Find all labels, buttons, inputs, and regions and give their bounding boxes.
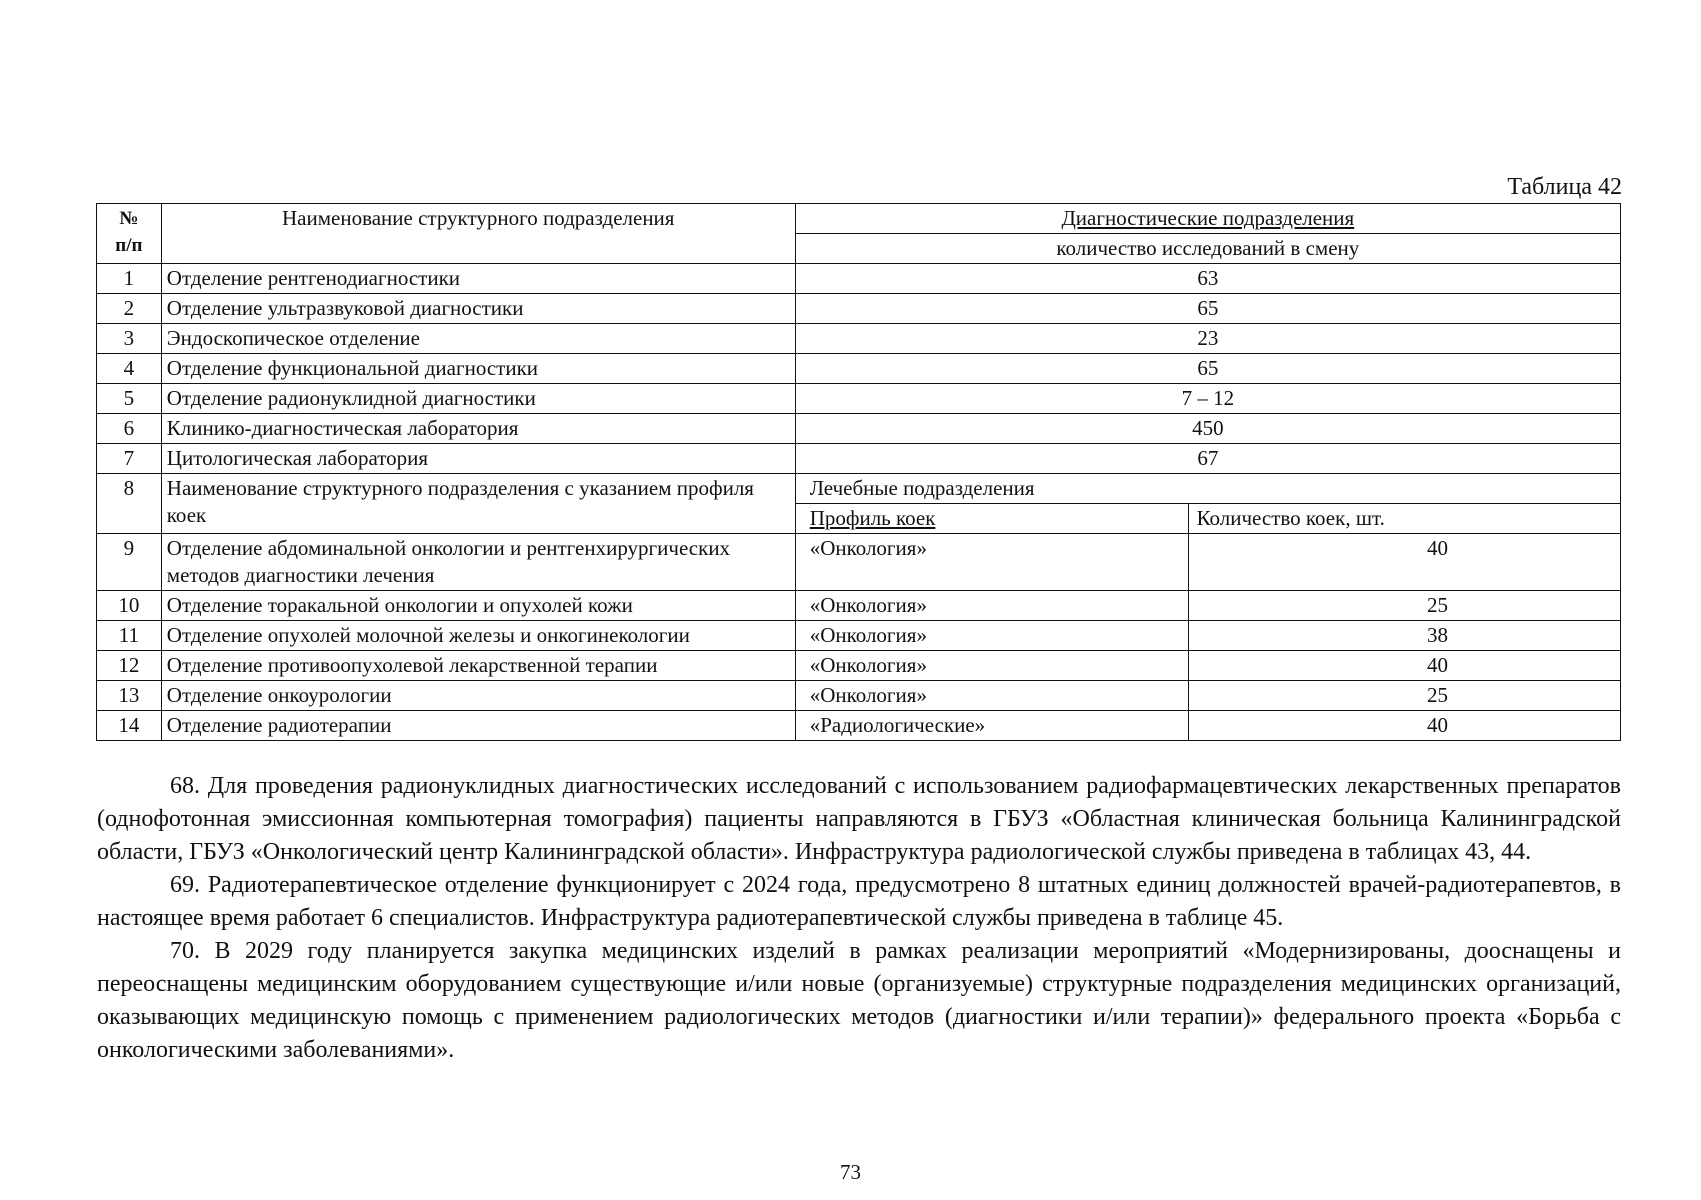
table-header-row xyxy=(97,204,1621,234)
row-num: 9 xyxy=(97,534,162,591)
row-profile: «Онкология» xyxy=(795,534,1188,591)
row-num: 13 xyxy=(97,681,162,711)
table-row xyxy=(97,534,1621,591)
paragraph-69: 69. Радиотерапевтическое отделение функционирует с 2024 года, предусмотрено 8 штатных единиц должностей врачей-радиотерапевтов, в настоящее время работает 6 специалистов. Инфраструктура радиотерапевтической службы приведена в таблице 45. xyxy=(97,872,1621,931)
table-row xyxy=(97,264,1621,294)
row-name: Отделение радионуклидной диагностики xyxy=(161,384,795,414)
table-row xyxy=(97,444,1621,474)
row-value: 65 xyxy=(795,354,1620,384)
diag-rows xyxy=(97,264,1621,474)
header-diag-subtitle: количество исследований в смену xyxy=(795,234,1620,264)
row-name: Отделение абдоминальной онкологии и рентгенхирургических методов диагностики лечения xyxy=(161,534,795,591)
row-value: 23 xyxy=(795,324,1620,354)
page-number: 73 xyxy=(840,1160,861,1184)
paragraph-68: 68. Для проведения радионуклидных диагностических исследований с использованием радиофармацевтических лекарственных препаратов (однофотонная эмиссионная компьютерная томография) пациенты направляются в ГБУЗ «Областная клиническая больница Калининградской области, ГБУЗ «Онкологический центр Калининградской области». Инфраструктура радиологической службы приведена в таблицах 43, 44. xyxy=(97,773,1621,865)
table-row xyxy=(97,651,1621,681)
row-name: Клинико-диагностическая лаборатория xyxy=(161,414,795,444)
row-num: 2 xyxy=(97,294,162,324)
row-value: 67 xyxy=(795,444,1620,474)
treat-header-num: 8 xyxy=(97,474,162,534)
row-num: 7 xyxy=(97,444,162,474)
table-row xyxy=(97,324,1621,354)
row-num: 4 xyxy=(97,354,162,384)
row-beds: 38 xyxy=(1188,621,1620,651)
treat-header-profile xyxy=(795,504,1188,534)
row-name: Отделение опухолей молочной железы и онкогинекологии xyxy=(161,621,795,651)
header-diag-title-text: Диагностические подразделения xyxy=(1061,206,1355,230)
row-name: Отделение онкоурологии xyxy=(161,681,795,711)
row-beds: 40 xyxy=(1188,651,1620,681)
table-row xyxy=(97,591,1621,621)
row-num: 6 xyxy=(97,414,162,444)
row-name: Эндоскопическое отделение xyxy=(161,324,795,354)
row-name: Отделение радиотерапии xyxy=(161,711,795,741)
radiology-table xyxy=(96,203,1621,741)
row-beds: 25 xyxy=(1188,681,1620,711)
row-value: 63 xyxy=(795,264,1620,294)
header-diag-title xyxy=(795,204,1620,234)
header-num-line1: № xyxy=(119,208,139,229)
row-num: 10 xyxy=(97,591,162,621)
treat-header-profile-text: Профиль коек xyxy=(809,506,936,530)
row-beds: 25 xyxy=(1188,591,1620,621)
row-name: Отделение ультразвуковой диагностики xyxy=(161,294,795,324)
table-row xyxy=(97,384,1621,414)
row-value: 450 xyxy=(795,414,1620,444)
row-num: 11 xyxy=(97,621,162,651)
table-row xyxy=(97,711,1621,741)
row-profile: «Онкология» xyxy=(795,681,1188,711)
row-profile: «Онкология» xyxy=(795,651,1188,681)
treat-header-name: Наименование структурного подразделения с указанием профиля коек xyxy=(161,474,795,534)
row-name: Отделение торакальной онкологии и опухолей кожи xyxy=(161,591,795,621)
table-row xyxy=(97,354,1621,384)
row-profile: «Радиологические» xyxy=(795,711,1188,741)
row-profile: «Онкология» xyxy=(795,621,1188,651)
row-name: Цитологическая лаборатория xyxy=(161,444,795,474)
paragraph-70: 70. В 2029 году планируется закупка медицинских изделий в рамках реализации мероприятий «Модернизированы, дооснащены и переоснащены медицинским оборудованием существующие и/или новые (организуемые) структурные подразделения медицинских организаций, оказывающих медицинскую помощь с применением радиологических методов (диагностики и/или терапии)» федерального проекта «Борьба с онкологическими заболеваниями». xyxy=(97,938,1621,1063)
row-beds: 40 xyxy=(1188,534,1620,591)
table-row xyxy=(97,681,1621,711)
row-value: 7 – 12 xyxy=(795,384,1620,414)
table-row xyxy=(97,414,1621,444)
row-num: 5 xyxy=(97,384,162,414)
treat-header-title: Лечебные подразделения xyxy=(795,474,1620,504)
table-caption: Таблица 42 xyxy=(1507,174,1622,200)
row-num: 14 xyxy=(97,711,162,741)
row-name: Отделение рентгенодиагностики xyxy=(161,264,795,294)
row-beds: 40 xyxy=(1188,711,1620,741)
treat-rows xyxy=(97,534,1621,741)
header-num-cell xyxy=(97,204,162,264)
row-name: Отделение функциональной диагностики xyxy=(161,354,795,384)
row-num: 3 xyxy=(97,324,162,354)
row-profile: «Онкология» xyxy=(795,591,1188,621)
treat-header-beds: Количество коек, шт. xyxy=(1188,504,1620,534)
row-value: 65 xyxy=(795,294,1620,324)
row-num: 1 xyxy=(97,264,162,294)
header-num-line2: п/п xyxy=(115,235,143,256)
table-row xyxy=(97,294,1621,324)
row-num: 12 xyxy=(97,651,162,681)
body-text xyxy=(97,770,1621,1067)
table-row xyxy=(97,621,1621,651)
header-name-cell: Наименование структурного подразделения xyxy=(161,204,795,264)
treat-header-row xyxy=(97,474,1621,504)
row-name: Отделение противоопухолевой лекарственной терапии xyxy=(161,651,795,681)
